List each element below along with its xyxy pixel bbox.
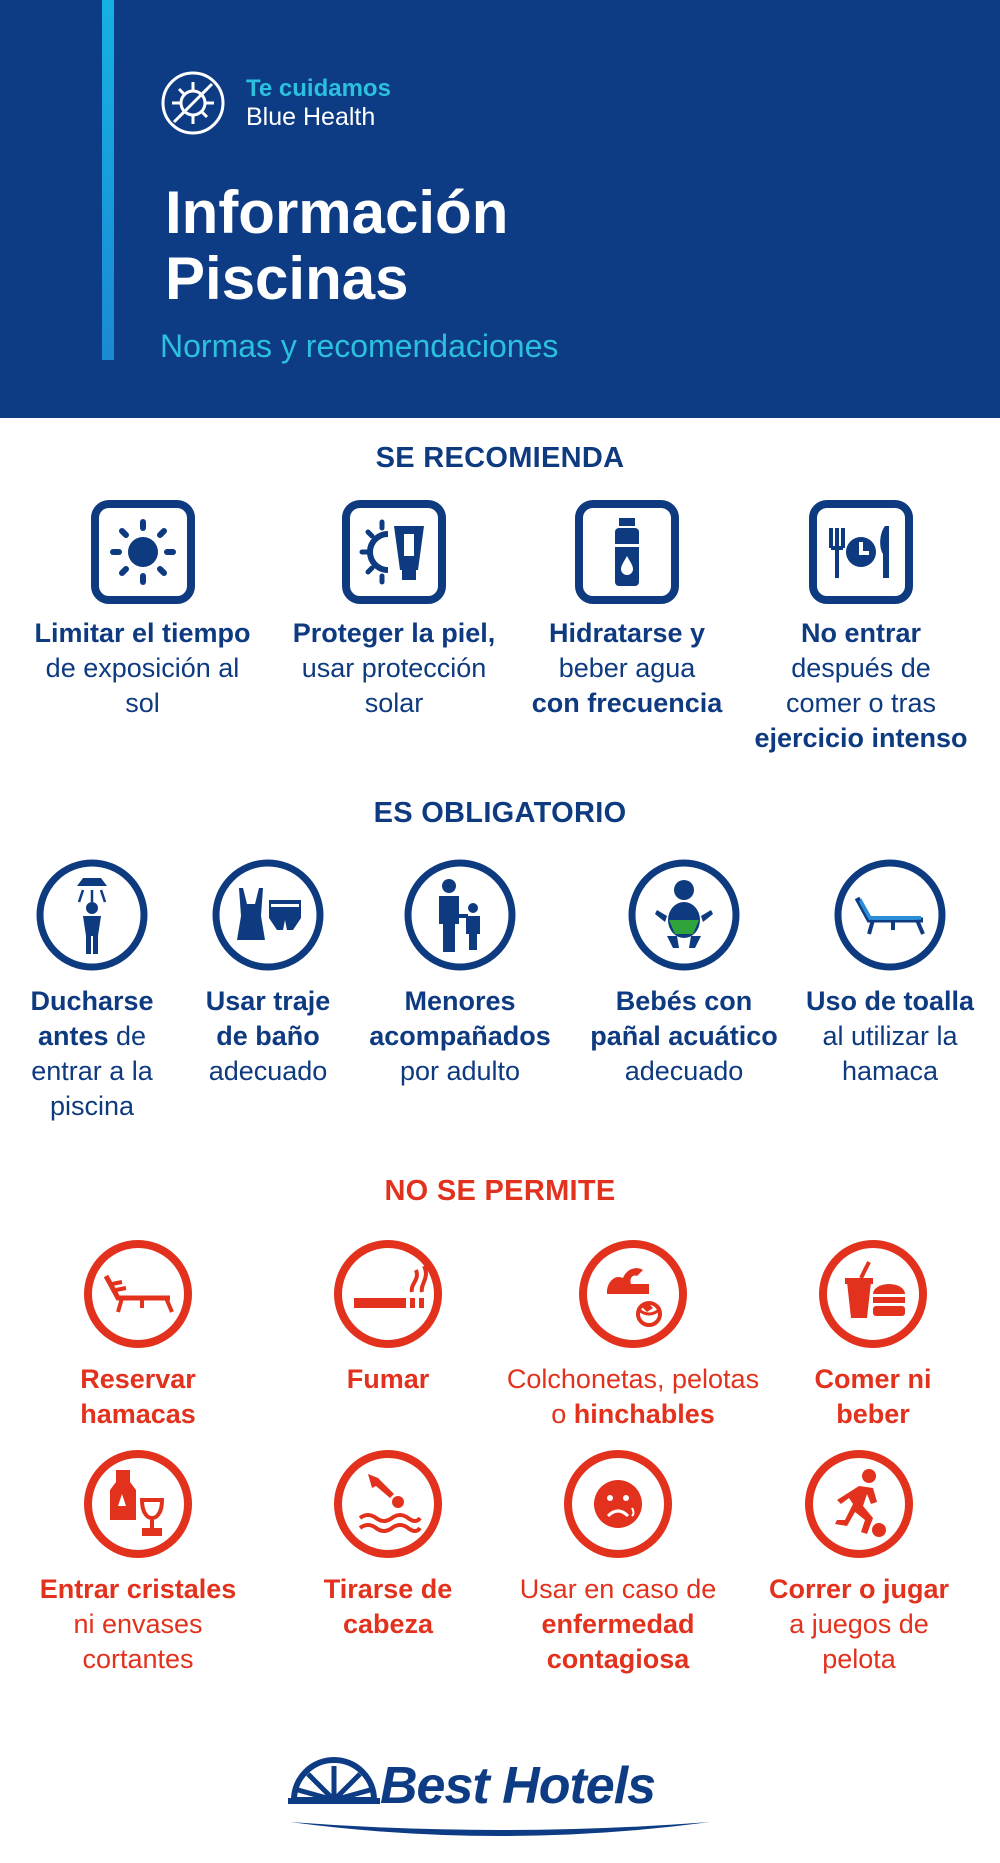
caption-bold: Proteger la piel, [292,618,496,648]
header-banner [0,0,1000,418]
inflatables-icon [577,1238,689,1350]
caption-text: beber agua [558,653,696,683]
glass-bottle-icon [82,1448,194,1560]
caption-text: ni envases [73,1609,203,1639]
caption-text: Colchonetas, pelotas [506,1364,760,1394]
caption-text: adecuado [624,1056,744,1086]
sun-icon [91,500,195,604]
best-hotels-logo [280,1750,720,1840]
caption-bold: Usar traje [205,986,331,1016]
caption-bold: acompañados [369,1021,551,1051]
caption-bold: Correr o jugar [768,1574,950,1604]
baby-diaper-icon [627,858,741,972]
swimsuit-icon [211,858,325,972]
page-title-line-1: Información [165,179,509,246]
mandatory-item-baby [578,858,790,1089]
ball-game-icon [803,1448,915,1560]
brand-subtitle: Blue Health [246,103,376,131]
caption-bold: enfermedad [541,1609,695,1639]
caption-bold: Tirarse de [323,1574,453,1604]
caption-bold: Reservar [80,1364,196,1394]
caption-text: o [551,1399,574,1429]
forbidden-item-glass [20,1448,256,1677]
brand-title: Te cuidamos [246,75,391,102]
sick-face-icon [562,1448,674,1560]
forbidden-item-smoking [288,1238,488,1397]
caption-bold: Entrar cristales [39,1574,237,1604]
sunbed-towel-icon [833,858,947,972]
caption-bold: Limitar el tiempo [34,618,251,648]
forbidden-item-food-drink [778,1238,968,1432]
adult-child-icon [403,858,517,972]
page-subtitle: Normas y recomendaciones [160,328,559,364]
sunbed-icon [82,1238,194,1350]
caption-text: Usar en caso de [519,1574,717,1604]
meal-clock-icon [809,500,913,604]
forbidden-item-ball-games [748,1448,970,1677]
caption-text: a juegos de [789,1609,929,1639]
caption-text: sol [125,688,160,718]
caption-bold: Bebés con [615,986,753,1016]
virus-icon [160,70,226,136]
shower-icon [35,858,149,972]
caption-text: comer o tras [785,688,937,718]
page-title-line-2: Piscinas [165,245,409,312]
logo-text: Best Hotels [380,1757,656,1815]
section-title-mandatory: ES OBLIGATORIO [373,797,627,829]
caption-text: solar [364,688,424,718]
caption-text: después de [791,653,931,683]
mandatory-item-swimsuit [188,858,348,1089]
recommend-item-sun [10,500,275,721]
caption-bold: Uso de toalla [805,986,975,1016]
logo-swoosh [280,1816,720,1846]
water-bottle-icon [575,500,679,604]
recommend-item-no-enter [741,500,981,756]
caption-bold: Fumar [346,1364,430,1394]
forbidden-item-diving [288,1448,488,1642]
recommend-item-hydrate [513,500,741,721]
caption-bold: con frecuencia [531,688,723,718]
caption-bold: No entrar [800,618,922,648]
caption-bold: beber [836,1399,910,1429]
caption-text: entrar a la [31,1056,153,1086]
diving-icon [332,1448,444,1560]
caption-text: de [108,1021,147,1051]
recommend-item-sunscreen [275,500,513,721]
caption-bold: cabeza [342,1609,434,1639]
caption-text: pelota [822,1644,896,1674]
food-drink-icon [817,1238,929,1350]
caption-bold: Hidratarse y [548,618,706,648]
forbidden-item-reserve-sunbeds [28,1238,248,1432]
caption-bold: de baño [216,1021,320,1051]
caption-text: cortantes [82,1644,194,1674]
caption-text: adecuado [208,1056,328,1086]
caption-bold: Menores [404,986,516,1016]
mandatory-item-shower [12,858,172,1124]
caption-text: al utilizar la [822,1021,958,1051]
caption-bold: antes [37,1021,109,1051]
section-title-recommended: SE RECOMIENDA [375,442,625,474]
caption-bold: Comer ni [814,1364,932,1394]
smoking-icon [332,1238,444,1350]
caption-text: por adulto [399,1056,521,1086]
caption-bold: pañal acuático [590,1021,778,1051]
caption-text: de exposición al [45,653,240,683]
caption-bold: ejercicio intenso [754,723,968,753]
caption-bold: Ducharse [30,986,154,1016]
caption-bold: hinchables [573,1399,715,1429]
accent-bar [102,0,114,360]
mandatory-item-minors [356,858,564,1089]
mandatory-item-towel [795,858,985,1089]
caption-text: piscina [49,1091,135,1121]
page-title [165,180,508,312]
section-title-not-allowed: NO SE PERMITE [384,1175,616,1207]
forbidden-item-contagious [498,1448,738,1677]
forbidden-item-inflatables [488,1238,778,1432]
caption-text: hamaca [841,1056,939,1086]
sunscreen-icon [342,500,446,604]
caption-bold: contagiosa [546,1644,690,1674]
caption-bold: hamacas [80,1399,196,1429]
brand [160,70,391,136]
caption-text: usar protección [301,653,487,683]
